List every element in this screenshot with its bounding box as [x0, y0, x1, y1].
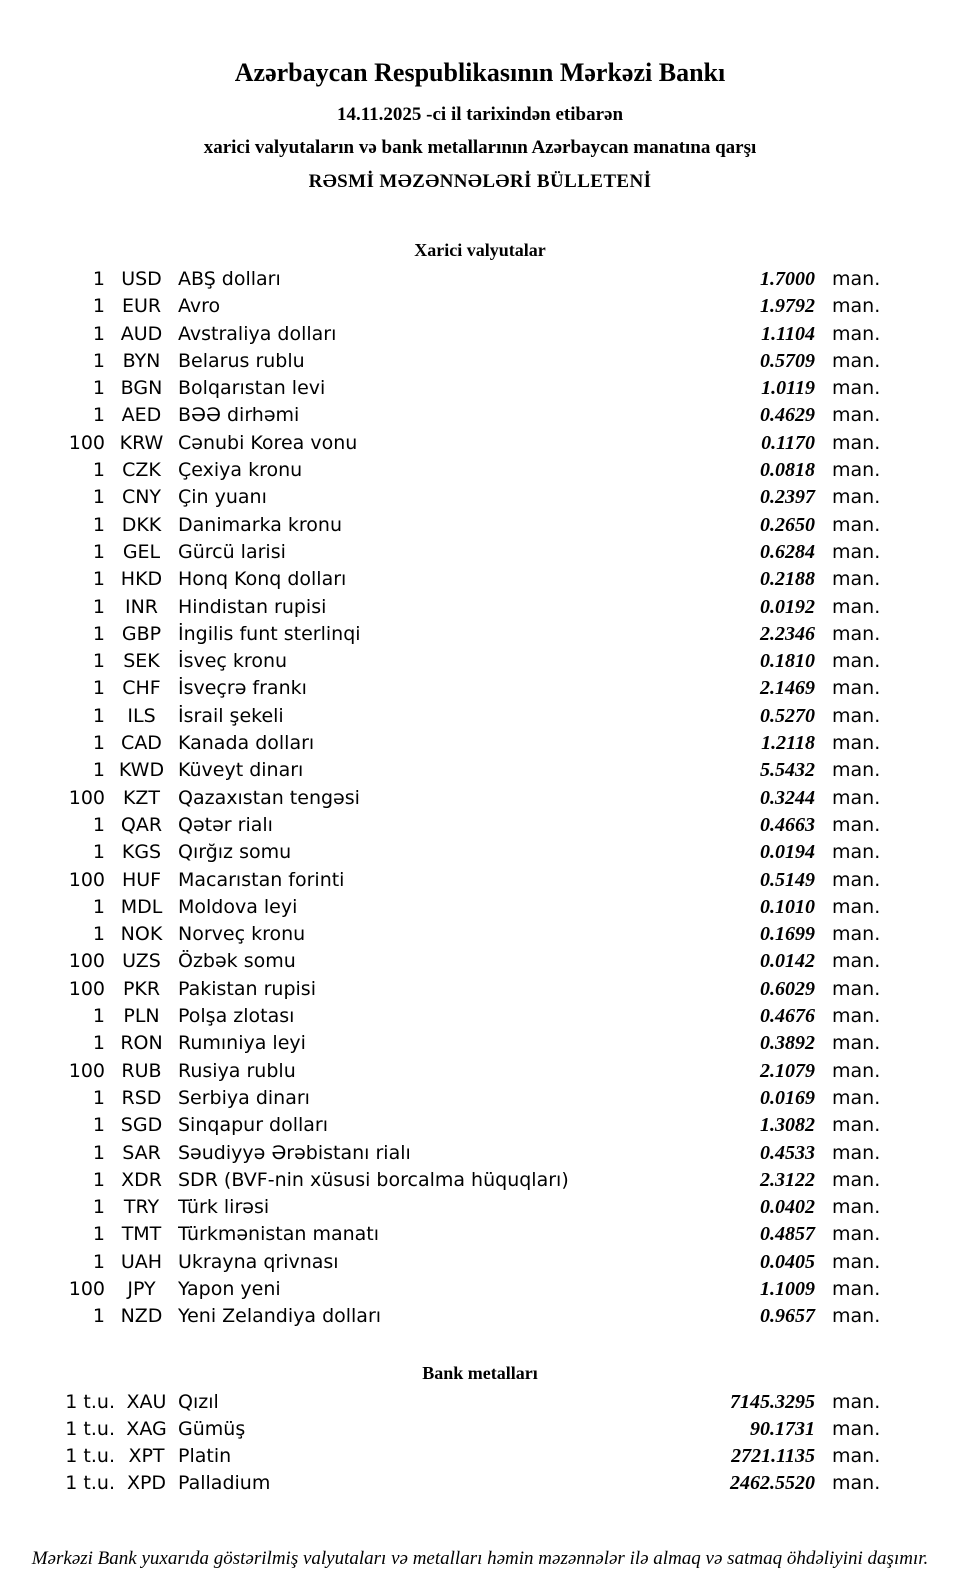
quantity-cell: 1 — [92, 650, 105, 673]
quantity-cell: 1 — [92, 1005, 105, 1028]
quantity-cell: 1 — [92, 322, 105, 345]
table-row — [0, 675, 960, 702]
currency-name-cell: Hindistan rupisi — [178, 595, 327, 618]
currency-name-cell: Belarus rublu — [178, 349, 305, 372]
unit-label-cell: man. — [832, 1168, 881, 1191]
currency-name-cell: Türk lirəsi — [178, 1196, 270, 1219]
currency-code-cell: UAH — [120, 1250, 163, 1273]
quantity-cell: 1 — [92, 622, 105, 645]
currency-code-cell: HKD — [120, 568, 163, 591]
currency-name-cell: Yeni Zelandiya dolları — [178, 1305, 382, 1328]
currency-name-cell: BƏƏ dirhəmi — [178, 404, 300, 427]
unit-label-cell: man. — [832, 1196, 881, 1219]
unit-label-cell: man. — [832, 1114, 881, 1137]
currency-code-cell: BGN — [120, 377, 163, 400]
unit-label-cell: man. — [832, 868, 881, 891]
currency-code-cell: UZS — [122, 950, 161, 973]
rate-value-cell: 0.0192 — [760, 595, 815, 618]
rate-value-cell: 0.4663 — [760, 813, 815, 836]
table-row — [0, 839, 960, 866]
currency-code-cell: AED — [121, 404, 162, 427]
currency-code-cell: TRY — [123, 1196, 160, 1219]
currency-code-cell: HUF — [121, 868, 162, 891]
quantity-cell: 1 — [92, 895, 105, 918]
currency-code-cell: QAR — [120, 813, 163, 836]
currency-code-cell: SEK — [123, 650, 160, 673]
unit-label-cell: man. — [832, 540, 881, 563]
quantity-cell: 1 — [92, 1196, 105, 1219]
table-row — [0, 348, 960, 375]
unit-label-cell: man. — [832, 459, 881, 482]
rate-value-cell: 2.1469 — [760, 677, 815, 700]
currency-name-cell: Ukrayna qrivnası — [178, 1250, 339, 1273]
table-row — [0, 1167, 960, 1194]
table-row — [0, 757, 960, 784]
rate-value-cell: 0.4629 — [760, 404, 815, 427]
currency-name-cell: Küveyt dinarı — [178, 759, 304, 782]
quantity-cell: 1 — [92, 1168, 105, 1191]
currency-name-cell: Çin yuanı — [178, 486, 267, 509]
currency-name-cell: Palladium — [178, 1472, 271, 1495]
quantity-cell: 1 — [92, 704, 105, 727]
currency-code-cell: CNY — [121, 486, 162, 509]
currency-name-cell: Yapon yeni — [178, 1277, 281, 1300]
unit-label-cell: man. — [832, 895, 881, 918]
unit-label-cell: man. — [832, 1445, 881, 1468]
unit-label-cell: man. — [832, 1305, 881, 1328]
unit-label-cell: man. — [832, 1472, 881, 1495]
currency-code-cell: NZD — [120, 1305, 163, 1328]
unit-label-cell: man. — [832, 513, 881, 536]
currency-name-cell: Norveç kronu — [178, 923, 306, 946]
quantity-cell: 100 — [68, 786, 105, 809]
currency-code-cell: RUB — [121, 1059, 162, 1082]
rate-value-cell: 0.3244 — [760, 786, 815, 809]
subject-line: xarici valyutaların və bank metallarının Azərbaycan manatına qarşı — [203, 137, 757, 158]
bulletin-header — [0, 0, 960, 193]
rate-value-cell: 0.5149 — [760, 868, 815, 891]
rate-value-cell: 0.4533 — [760, 1141, 815, 1164]
quantity-cell: 1 — [92, 595, 105, 618]
table-row — [0, 1416, 960, 1443]
currency-name-cell: Macarıstan forinti — [178, 868, 345, 891]
currency-name-cell: SDR (BVF-nin xüsusi borcalma hüquqları) — [178, 1168, 569, 1191]
currency-code-cell: XAG — [126, 1417, 167, 1440]
table-row — [0, 539, 960, 566]
quantity-cell: 1 — [92, 459, 105, 482]
currency-name-cell: Qazaxıstan tengəsi — [178, 786, 360, 809]
table-row — [0, 703, 960, 730]
quantity-cell: 1 — [92, 923, 105, 946]
currency-code-cell: KRW — [119, 431, 164, 454]
currency-name-cell: Kanada dolları — [178, 732, 315, 755]
rate-value-cell: 0.3892 — [760, 1032, 815, 1055]
currency-code-cell: EUR — [121, 295, 162, 318]
currency-code-cell: KGS — [121, 841, 162, 864]
rate-value-cell: 0.0169 — [760, 1086, 815, 1109]
table-row — [0, 1085, 960, 1112]
unit-label-cell: man. — [832, 923, 881, 946]
quantity-cell: 1 — [92, 1086, 105, 1109]
table-row — [0, 375, 960, 402]
quantity-cell: 1 t.u. — [65, 1472, 115, 1495]
rate-value-cell: 0.9657 — [760, 1305, 815, 1328]
rate-value-cell: 1.1009 — [760, 1277, 815, 1300]
table-row — [0, 1003, 960, 1030]
quantity-cell: 1 — [92, 813, 105, 836]
rate-value-cell: 0.2650 — [760, 513, 815, 536]
quantity-cell: 100 — [68, 868, 105, 891]
unit-label-cell: man. — [832, 677, 881, 700]
currency-name-cell: Avro — [178, 295, 221, 318]
currency-code-cell: GBP — [121, 622, 162, 645]
currency-name-cell: Cənubi Korea vonu — [178, 431, 358, 454]
currency-name-cell: İsrail şekeli — [178, 704, 284, 727]
table-row — [0, 594, 960, 621]
table-row — [0, 948, 960, 975]
currency-code-cell: CHF — [122, 677, 161, 700]
currency-name-cell: Platin — [178, 1445, 232, 1468]
unit-label-cell: man. — [832, 759, 881, 782]
quantity-cell: 1 — [92, 1114, 105, 1137]
unit-label-cell: man. — [832, 786, 881, 809]
quantity-cell: 1 — [92, 295, 105, 318]
table-row — [0, 402, 960, 429]
unit-label-cell: man. — [832, 704, 881, 727]
quantity-cell: 1 — [92, 540, 105, 563]
unit-label-cell: man. — [832, 650, 881, 673]
table-row — [0, 1249, 960, 1276]
currency-name-cell: Bolqarıstan levi — [178, 377, 326, 400]
quantity-cell: 1 t.u. — [65, 1445, 115, 1468]
currency-code-cell: SAR — [122, 1141, 161, 1164]
currency-code-cell: USD — [121, 268, 162, 290]
metals-section-title: Bank metalları — [422, 1362, 538, 1383]
rate-value-cell: 2.3122 — [760, 1168, 815, 1191]
table-row — [0, 976, 960, 1003]
rate-value-cell: 1.0119 — [761, 377, 815, 400]
rate-value-cell: 0.1010 — [760, 895, 815, 918]
quantity-cell: 1 — [92, 677, 105, 700]
currency-name-cell: Çexiya kronu — [178, 459, 303, 482]
currency-name-cell: Gümüş — [178, 1417, 246, 1440]
table-row — [0, 1030, 960, 1057]
currency-code-cell: INR — [124, 595, 159, 618]
quantity-cell: 100 — [68, 977, 105, 1000]
rate-value-cell: 5.5432 — [760, 759, 815, 782]
unit-label-cell: man. — [832, 268, 881, 290]
table-row — [0, 867, 960, 894]
unit-label-cell: man. — [832, 1059, 881, 1082]
table-row — [0, 621, 960, 648]
quantity-cell: 1 t.u. — [65, 1417, 115, 1440]
quantity-cell: 1 — [92, 568, 105, 591]
rate-value-cell: 0.0405 — [760, 1250, 815, 1273]
table-row — [0, 1112, 960, 1139]
quantity-cell: 1 — [92, 841, 105, 864]
currency-code-cell: NOK — [120, 923, 163, 946]
rate-value-cell: 90.1731 — [750, 1417, 815, 1440]
rate-value-cell: 0.0194 — [760, 841, 815, 864]
quantity-cell: 1 — [92, 1250, 105, 1273]
table-row — [0, 894, 960, 921]
quantity-cell: 1 — [92, 404, 105, 427]
quantity-cell: 1 — [92, 486, 105, 509]
rate-value-cell: 0.1170 — [761, 431, 815, 454]
currency-code-cell: XPT — [128, 1445, 165, 1468]
unit-label-cell: man. — [832, 1005, 881, 1028]
unit-label-cell: man. — [832, 377, 881, 400]
rate-value-cell: 2.2346 — [760, 622, 815, 645]
currency-code-cell: XPD — [126, 1472, 167, 1495]
currency-name-cell: Səudiyyə Ərəbistanı rialı — [178, 1141, 411, 1164]
currency-code-cell: KZT — [122, 786, 161, 809]
currency-name-cell: Avstraliya dolları — [178, 322, 337, 345]
bank-name-title: Azərbaycan Respublikasının Mərkəzi Bankı — [234, 58, 726, 87]
currency-name-cell: Sinqapur dolları — [178, 1114, 329, 1137]
currency-name-cell: Qırğız somu — [178, 841, 292, 864]
unit-label-cell: man. — [832, 295, 881, 318]
currency-code-cell: MDL — [120, 895, 163, 918]
quantity-cell: 1 — [92, 349, 105, 372]
quantity-cell: 1 — [92, 1223, 105, 1246]
metals-table — [0, 1389, 960, 1498]
currencies-table — [0, 266, 960, 1331]
rate-value-cell: 1.3082 — [760, 1114, 815, 1137]
currency-name-cell: Qətər rialı — [178, 813, 273, 836]
rate-value-cell: 0.4857 — [760, 1223, 815, 1246]
unit-label-cell: man. — [832, 841, 881, 864]
unit-label-cell: man. — [832, 1277, 881, 1300]
currency-code-cell: DKK — [121, 513, 162, 536]
quantity-cell: 1 — [92, 1141, 105, 1164]
currency-name-cell: Özbək somu — [178, 950, 296, 973]
quantity-cell: 1 — [92, 513, 105, 536]
currency-code-cell: TMT — [121, 1223, 162, 1246]
quantity-cell: 1 t.u. — [65, 1390, 115, 1413]
table-row — [0, 1276, 960, 1303]
currency-code-cell: RSD — [121, 1086, 162, 1109]
currency-code-cell: CZK — [122, 459, 161, 482]
unit-label-cell: man. — [832, 349, 881, 372]
currency-code-cell: XDR — [121, 1168, 162, 1191]
currency-code-cell: BYN — [122, 349, 161, 372]
table-row — [0, 648, 960, 675]
unit-label-cell: man. — [832, 1390, 881, 1413]
quantity-cell: 100 — [68, 431, 105, 454]
unit-label-cell: man. — [832, 568, 881, 591]
currency-name-cell: Türkmənistan manatı — [178, 1223, 380, 1246]
currency-code-cell: RON — [120, 1032, 163, 1055]
unit-label-cell: man. — [832, 1032, 881, 1055]
unit-label-cell: man. — [832, 1417, 881, 1440]
currency-name-cell: Danimarka kronu — [178, 513, 343, 536]
quantity-cell: 100 — [68, 950, 105, 973]
currency-name-cell: ABŞ dolları — [178, 268, 281, 290]
currency-name-cell: Honq Konq dolları — [178, 568, 347, 591]
unit-label-cell: man. — [832, 813, 881, 836]
rate-value-cell: 0.1699 — [760, 923, 815, 946]
table-row — [0, 430, 960, 457]
currency-name-cell: Gürcü larisi — [178, 540, 286, 563]
unit-label-cell: man. — [832, 486, 881, 509]
currency-name-cell: Moldova leyi — [178, 895, 298, 918]
currency-name-cell: Rusiya rublu — [178, 1059, 296, 1082]
rate-value-cell: 2462.5520 — [730, 1472, 815, 1495]
bulletin-title: RƏSMİ MƏZƏNNƏLƏRİ BÜLLETENİ — [308, 171, 652, 192]
currency-code-cell: SGD — [120, 1114, 163, 1137]
unit-label-cell: man. — [832, 977, 881, 1000]
currency-code-cell: XAU — [126, 1390, 167, 1413]
table-row — [0, 512, 960, 539]
rate-value-cell: 0.0142 — [760, 950, 815, 973]
unit-label-cell: man. — [832, 732, 881, 755]
currency-name-cell: Serbiya dinarı — [178, 1086, 310, 1109]
unit-label-cell: man. — [832, 404, 881, 427]
currency-code-cell: GEL — [122, 540, 161, 563]
quantity-cell: 1 — [92, 268, 105, 290]
table-row — [0, 1389, 960, 1416]
currency-name-cell: Polşa zlotası — [178, 1005, 295, 1028]
rate-value-cell: 2721.1135 — [731, 1445, 815, 1468]
table-row — [0, 1443, 960, 1470]
rate-value-cell: 0.6029 — [760, 977, 815, 1000]
table-row — [0, 1058, 960, 1085]
table-row — [0, 1221, 960, 1248]
rate-value-cell: 1.9792 — [760, 295, 815, 318]
table-row — [0, 812, 960, 839]
currencies-section-title: Xarici valyutalar — [414, 240, 546, 260]
currency-name-cell: Qızıl — [178, 1390, 219, 1413]
table-row — [0, 785, 960, 812]
currency-code-cell: ILS — [127, 704, 156, 727]
unit-label-cell: man. — [832, 1141, 881, 1164]
table-row — [0, 321, 960, 348]
rate-value-cell: 1.7000 — [760, 268, 815, 290]
rate-value-cell: 1.2118 — [761, 732, 815, 755]
currency-code-cell: PKR — [122, 977, 161, 1000]
table-row — [0, 566, 960, 593]
footer-note: Mərkəzi Bank yuxarıda göstərilmiş valyutaları və metalları həmin məzənnələr ilə almaq və satmaq öhdəliyini daşımır. — [31, 1547, 929, 1569]
unit-label-cell: man. — [832, 1223, 881, 1246]
currency-code-cell: KWD — [118, 759, 165, 782]
rate-value-cell: 0.0402 — [760, 1196, 815, 1219]
rate-value-cell: 1.1104 — [761, 322, 815, 345]
currency-code-cell: PLN — [123, 1005, 160, 1028]
table-row — [0, 921, 960, 948]
unit-label-cell: man. — [832, 950, 881, 973]
quantity-cell: 1 — [92, 1305, 105, 1328]
unit-label-cell: man. — [832, 622, 881, 645]
table-row — [0, 266, 960, 293]
quantity-cell: 1 — [92, 377, 105, 400]
table-row — [0, 293, 960, 320]
rate-value-cell: 0.4676 — [760, 1005, 815, 1028]
table-row — [0, 730, 960, 757]
table-row — [0, 1140, 960, 1167]
unit-label-cell: man. — [832, 322, 881, 345]
rate-value-cell: 0.1810 — [760, 650, 815, 673]
currency-code-cell: JPY — [127, 1277, 156, 1300]
rate-value-cell: 0.2188 — [760, 568, 815, 591]
currency-code-cell: AUD — [120, 322, 163, 345]
table-row — [0, 484, 960, 511]
currency-name-cell: İsveç kronu — [178, 650, 288, 673]
table-row — [0, 1470, 960, 1497]
rate-value-cell: 0.2397 — [760, 486, 815, 509]
currency-name-cell: İngilis funt sterlinqi — [178, 622, 361, 645]
rate-value-cell: 0.0818 — [760, 459, 815, 482]
currency-name-cell: İsveçrə frankı — [178, 677, 307, 700]
currency-code-cell: CAD — [121, 732, 162, 755]
rate-value-cell: 2.1079 — [760, 1059, 815, 1082]
rate-value-cell: 0.5709 — [760, 349, 815, 372]
unit-label-cell: man. — [832, 595, 881, 618]
currency-name-cell: Rumıniya leyi — [178, 1032, 306, 1055]
quantity-cell: 100 — [68, 1277, 105, 1300]
table-row — [0, 457, 960, 484]
table-row — [0, 1194, 960, 1221]
effective-date-line: 14.11.2025 -ci il tarixindən etibarən — [336, 104, 624, 125]
unit-label-cell: man. — [832, 1086, 881, 1109]
quantity-cell: 100 — [68, 1059, 105, 1082]
quantity-cell: 1 — [92, 759, 105, 782]
rate-value-cell: 7145.3295 — [730, 1390, 815, 1413]
unit-label-cell: man. — [832, 1250, 881, 1273]
unit-label-cell: man. — [832, 431, 881, 454]
rate-value-cell: 0.5270 — [760, 704, 815, 727]
rate-value-cell: 0.6284 — [760, 540, 815, 563]
quantity-cell: 1 — [92, 1032, 105, 1055]
table-row — [0, 1303, 960, 1330]
quantity-cell: 1 — [92, 732, 105, 755]
currency-name-cell: Pakistan rupisi — [178, 977, 316, 1000]
